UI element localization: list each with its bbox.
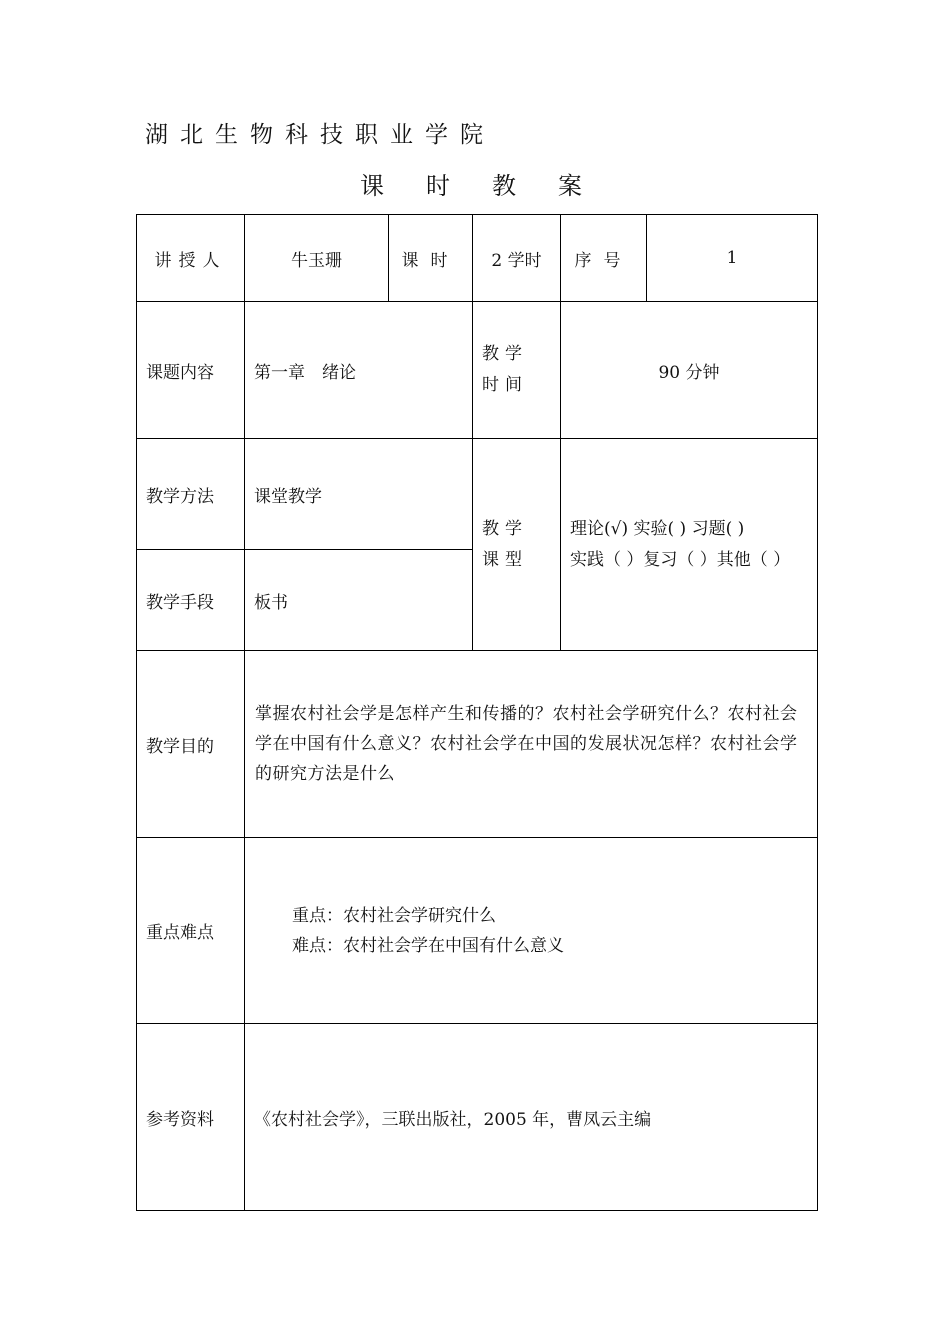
lesson-type-label-line: 教学 (482, 518, 528, 539)
method-label: 教学方法 (137, 439, 245, 550)
teaching-time-value: 90 分钟 (561, 302, 818, 439)
lesson-type-line: 理论(√) 实验( ) 习题( ) (570, 518, 745, 539)
reference-value: 《农村社会学》，三联出版社，2005 年，曹凤云主编 (245, 1024, 818, 1211)
topic-label: 课题内容 (137, 302, 245, 439)
key-points-label: 重点难点 (137, 838, 245, 1024)
document-title: 课时教案 (360, 172, 624, 200)
table-row (137, 302, 818, 439)
lecturer-label: 讲授人 (137, 215, 245, 302)
table-row (137, 439, 818, 550)
method-value: 课堂教学 (245, 439, 473, 550)
lesson-type-options (561, 439, 818, 651)
lesson-plan-table (136, 214, 818, 1211)
goal-label: 教学目的 (137, 651, 245, 838)
lesson-type-label-line: 课型 (482, 549, 528, 570)
difficulty-point: 难点：农村社会学在中国有什么意义 (292, 935, 564, 956)
goal-value: 掌握农村社会学是怎样产生和传播的？农村社会学研究什么？农村社会学在中国有什么意义？农村社会学在中国的发展状况怎样？农村社会学的研究方法是什么 (245, 651, 818, 838)
teaching-time-label-line: 教学 (482, 344, 528, 364)
means-label: 教学手段 (137, 550, 245, 651)
teaching-time-label-line: 时间 (482, 375, 528, 395)
key-points-value (245, 838, 818, 1024)
topic-value: 第一章 绪论 (245, 302, 473, 439)
sequence-label: 序号 (561, 215, 647, 302)
table-row (137, 215, 818, 302)
teaching-time-label (473, 302, 561, 439)
lecturer-value: 牛玉珊 (245, 215, 389, 302)
school-name: 湖北生物科技职业学院 (145, 122, 495, 148)
table-row (137, 1024, 818, 1211)
reference-label: 参考资料 (137, 1024, 245, 1211)
key-point: 重点：农村社会学研究什么 (292, 905, 496, 926)
lesson-type-label (473, 439, 561, 651)
table-row (137, 651, 818, 838)
sequence-value: 1 (647, 215, 818, 302)
table-row (137, 838, 818, 1024)
lesson-type-line: 实践（ ）复习（ ）其他（ ） (570, 549, 791, 570)
hours-value: 2 学时 (473, 215, 561, 302)
hours-label: 课时 (389, 215, 473, 302)
means-value: 板书 (245, 550, 473, 651)
